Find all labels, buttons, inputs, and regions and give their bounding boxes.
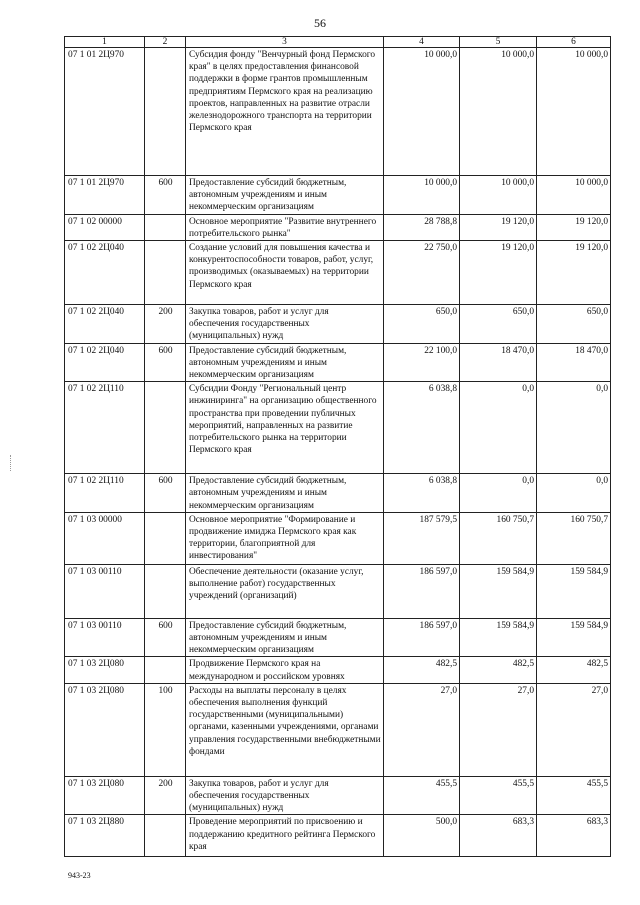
- amount-year-2: 27,0: [460, 683, 537, 776]
- footer-document-code: 943-23: [68, 871, 91, 880]
- amount-year-1: 650,0: [384, 305, 460, 344]
- amount-year-2: 19 120,0: [460, 241, 537, 305]
- expense-type-code: [145, 815, 186, 857]
- header-cell-5: 5: [460, 37, 537, 48]
- expense-type-code: 200: [145, 776, 186, 815]
- expense-type-code: [145, 48, 186, 176]
- table-row: [65, 214, 611, 240]
- item-name: Закупка товаров, работ и услуг для обеспечения государственных (муниципальных) нужд: [186, 305, 384, 344]
- amount-year-1: 500,0: [384, 815, 460, 857]
- item-name: Субсидии Фонду "Региональный центр инжиниринга" на организацию общественного пространства при проведении публичных мероприятий, направленных на развитие потребительского рынка на территории Пермского края: [186, 382, 384, 474]
- target-article-code: 07 1 03 00000: [65, 512, 145, 564]
- table-row: [65, 305, 611, 344]
- amount-year-3: 482,5: [537, 657, 611, 683]
- amount-year-1: 6 038,8: [384, 474, 460, 513]
- amount-year-2: 19 120,0: [460, 214, 537, 240]
- table-row: [65, 776, 611, 815]
- target-article-code: 07 1 03 2Ц080: [65, 776, 145, 815]
- expense-type-code: 600: [145, 474, 186, 513]
- amount-year-3: 10 000,0: [537, 176, 611, 215]
- header-cell-2: 2: [145, 37, 186, 48]
- expense-type-code: [145, 382, 186, 474]
- expense-type-code: [145, 564, 186, 618]
- amount-year-3: 160 750,7: [537, 512, 611, 564]
- header-cell-1: 1: [65, 37, 145, 48]
- amount-year-1: 455,5: [384, 776, 460, 815]
- target-article-code: 07 1 02 2Ц040: [65, 241, 145, 305]
- target-article-code: 07 1 01 2Ц970: [65, 176, 145, 215]
- expense-type-code: [145, 657, 186, 683]
- table-row: [65, 564, 611, 618]
- item-name: Закупка товаров, работ и услуг для обеспечения государственных (муниципальных) нужд: [186, 776, 384, 815]
- item-name: Субсидия фонду "Венчурный фонд Пермского края" в целях предоставления финансовой поддержки в форме грантов промышленным предприятиям Пермского края на реализацию проектов, направленных на развитие отрасли железнодорожного транспорта на территории Пермского края: [186, 48, 384, 176]
- budget-table: [64, 36, 611, 857]
- header-row: [65, 37, 611, 48]
- table-row: [65, 48, 611, 176]
- expense-type-code: 600: [145, 618, 186, 657]
- table-row: [65, 683, 611, 776]
- amount-year-2: 0,0: [460, 382, 537, 474]
- target-article-code: 07 1 01 2Ц970: [65, 48, 145, 176]
- amount-year-1: 482,5: [384, 657, 460, 683]
- amount-year-3: 27,0: [537, 683, 611, 776]
- amount-year-3: 0,0: [537, 382, 611, 474]
- amount-year-2: 482,5: [460, 657, 537, 683]
- item-name: Продвижение Пермского края на международном и российском уровнях: [186, 657, 384, 683]
- target-article-code: 07 1 02 00000: [65, 214, 145, 240]
- expense-type-code: [145, 241, 186, 305]
- amount-year-1: 186 597,0: [384, 618, 460, 657]
- page-number: 56: [314, 16, 326, 30]
- amount-year-2: 18 470,0: [460, 343, 537, 382]
- amount-year-1: 186 597,0: [384, 564, 460, 618]
- item-name: Основное мероприятие "Формирование и продвижение имиджа Пермского края как территории, благоприятной для инвестирования": [186, 512, 384, 564]
- table-row: [65, 343, 611, 382]
- amount-year-3: 159 584,9: [537, 564, 611, 618]
- item-name: Расходы на выплаты персоналу в целях обеспечения выполнения функций государственными (муниципальными) органами, казенными учреждениями, органами управления государственными внебюджетными фондами: [186, 683, 384, 776]
- scan-margin-mark: [10, 455, 11, 471]
- amount-year-1: 10 000,0: [384, 176, 460, 215]
- amount-year-2: 683,3: [460, 815, 537, 857]
- table-row: [65, 512, 611, 564]
- amount-year-1: 28 788,8: [384, 214, 460, 240]
- target-article-code: 07 1 03 2Ц080: [65, 657, 145, 683]
- item-name: Основное мероприятие "Развитие внутреннего потребительского рынка": [186, 214, 384, 240]
- item-name: Проведение мероприятий по присвоению и поддержанию кредитного рейтинга Пермского края: [186, 815, 384, 857]
- item-name: Обеспечение деятельности (оказание услуг, выполнение работ) государственных учреждений (организаций): [186, 564, 384, 618]
- table-row: [65, 657, 611, 683]
- target-article-code: 07 1 03 2Ц880: [65, 815, 145, 857]
- amount-year-3: 159 584,9: [537, 618, 611, 657]
- amount-year-2: 159 584,9: [460, 564, 537, 618]
- amount-year-3: 683,3: [537, 815, 611, 857]
- target-article-code: 07 1 03 00110: [65, 564, 145, 618]
- target-article-code: 07 1 03 2Ц080: [65, 683, 145, 776]
- amount-year-2: 650,0: [460, 305, 537, 344]
- table-row: [65, 382, 611, 474]
- amount-year-3: 0,0: [537, 474, 611, 513]
- amount-year-2: 455,5: [460, 776, 537, 815]
- amount-year-2: 160 750,7: [460, 512, 537, 564]
- amount-year-3: 19 120,0: [537, 241, 611, 305]
- amount-year-2: 159 584,9: [460, 618, 537, 657]
- amount-year-2: 0,0: [460, 474, 537, 513]
- header-cell-4: 4: [384, 37, 460, 48]
- item-name: Предоставление субсидий бюджетным, автономным учреждениям и иным некоммерческим организациям: [186, 474, 384, 513]
- amount-year-3: 650,0: [537, 305, 611, 344]
- amount-year-3: 18 470,0: [537, 343, 611, 382]
- item-name: Создание условий для повышения качества и конкурентоспособности товаров, работ, услуг, производимых (оказываемых) на территории Пермского края: [186, 241, 384, 305]
- target-article-code: 07 1 02 2Ц110: [65, 474, 145, 513]
- table-row: [65, 241, 611, 305]
- item-name: Предоставление субсидий бюджетным, автономным учреждениям и иным некоммерческим организациям: [186, 176, 384, 215]
- target-article-code: 07 1 02 2Ц040: [65, 305, 145, 344]
- target-article-code: 07 1 02 2Ц110: [65, 382, 145, 474]
- amount-year-1: 22 750,0: [384, 241, 460, 305]
- amount-year-2: 10 000,0: [460, 176, 537, 215]
- expense-type-code: 200: [145, 305, 186, 344]
- table-row: [65, 618, 611, 657]
- amount-year-1: 22 100,0: [384, 343, 460, 382]
- amount-year-1: 27,0: [384, 683, 460, 776]
- expense-type-code: [145, 512, 186, 564]
- target-article-code: 07 1 02 2Ц040: [65, 343, 145, 382]
- amount-year-3: 19 120,0: [537, 214, 611, 240]
- amount-year-1: 6 038,8: [384, 382, 460, 474]
- expense-type-code: 600: [145, 176, 186, 215]
- amount-year-3: 455,5: [537, 776, 611, 815]
- amount-year-1: 10 000,0: [384, 48, 460, 176]
- table-row: [65, 474, 611, 513]
- expense-type-code: 100: [145, 683, 186, 776]
- amount-year-1: 187 579,5: [384, 512, 460, 564]
- header-cell-6: 6: [537, 37, 611, 48]
- expense-type-code: [145, 214, 186, 240]
- header-cell-3: 3: [186, 37, 384, 48]
- item-name: Предоставление субсидий бюджетным, автономным учреждениям и иным некоммерческим организациям: [186, 343, 384, 382]
- expense-type-code: 600: [145, 343, 186, 382]
- amount-year-3: 10 000,0: [537, 48, 611, 176]
- target-article-code: 07 1 03 00110: [65, 618, 145, 657]
- item-name: Предоставление субсидий бюджетным, автономным учреждениям и иным некоммерческим организациям: [186, 618, 384, 657]
- table-row: [65, 176, 611, 215]
- table-row: [65, 815, 611, 857]
- amount-year-2: 10 000,0: [460, 48, 537, 176]
